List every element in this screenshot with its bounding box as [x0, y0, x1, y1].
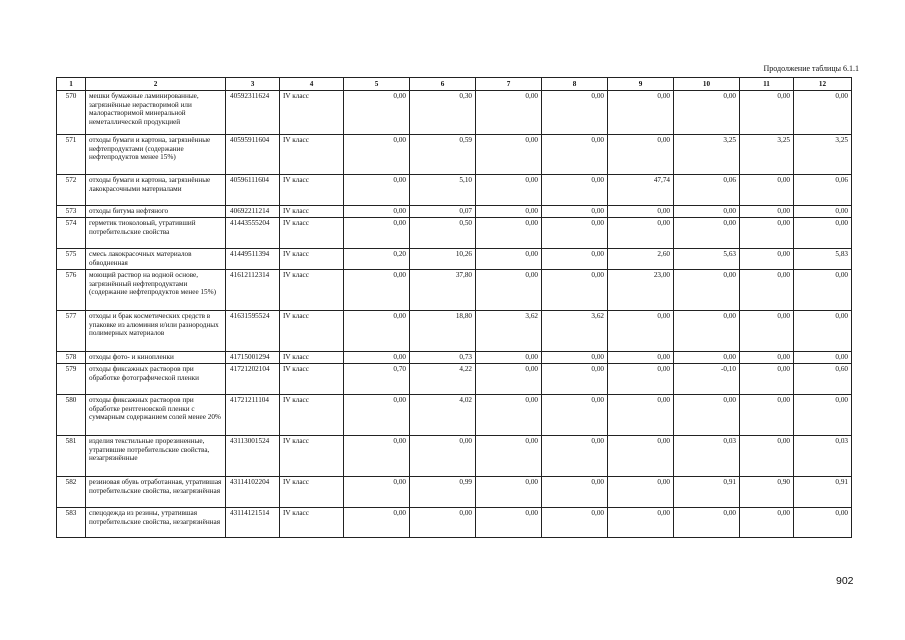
value-cell-col-12: 0,00 — [794, 395, 852, 436]
value-cell-col-12: 0,00 — [794, 352, 852, 364]
value-cell-col-7: 0,00 — [476, 249, 542, 270]
value-cell-col-8: 0,00 — [542, 364, 608, 395]
value-cell-col-11: 0,00 — [740, 395, 794, 436]
value-cell-col-11: 0,00 — [740, 508, 794, 538]
waste-name-cell: отходы фото- и кинопленки — [86, 352, 226, 364]
value-cell-col-8: 0,00 — [542, 395, 608, 436]
table-row — [57, 508, 852, 538]
value-cell-col-6: 5,10 — [410, 175, 476, 206]
value-cell-col-10: 0,91 — [674, 477, 740, 508]
table-row — [57, 311, 852, 352]
value-cell-col-10: 0,00 — [674, 91, 740, 135]
value-cell-col-6: 0,00 — [410, 508, 476, 538]
value-cell-col-5: 0,00 — [344, 218, 410, 249]
value-cell-col-7: 0,00 — [476, 218, 542, 249]
value-cell-col-9: 0,00 — [608, 352, 674, 364]
table-row — [57, 436, 852, 477]
fkko-code-cell: 43114102204 — [226, 477, 280, 508]
value-cell-col-12: 0,00 — [794, 270, 852, 311]
hazard-class-cell: IV класс — [280, 206, 344, 218]
value-cell-col-8: 0,00 — [542, 218, 608, 249]
hazard-class-cell: IV класс — [280, 249, 344, 270]
fkko-code-cell: 41612112314 — [226, 270, 280, 311]
value-cell-col-11: 0,00 — [740, 218, 794, 249]
row-number-cell: 582 — [57, 477, 86, 508]
value-cell-col-8: 0,00 — [542, 436, 608, 477]
value-cell-col-11: 0,00 — [740, 364, 794, 395]
column-header-11: 11 — [740, 78, 794, 91]
table-row — [57, 477, 852, 508]
value-cell-col-9: 0,00 — [608, 206, 674, 218]
value-cell-col-6: 4,02 — [410, 395, 476, 436]
table-row — [57, 395, 852, 436]
value-cell-col-10: 0,03 — [674, 436, 740, 477]
value-cell-col-10: 0,00 — [674, 218, 740, 249]
fkko-code-cell: 41721211104 — [226, 395, 280, 436]
value-cell-col-5: 0,00 — [344, 206, 410, 218]
table-row — [57, 352, 852, 364]
hazard-class-cell: IV класс — [280, 436, 344, 477]
column-header-3: 3 — [226, 78, 280, 91]
value-cell-col-12: 0,00 — [794, 206, 852, 218]
table-row — [57, 218, 852, 249]
value-cell-col-6: 0,59 — [410, 135, 476, 175]
value-cell-col-10: 0,06 — [674, 175, 740, 206]
value-cell-col-6: 18,80 — [410, 311, 476, 352]
table-body — [57, 91, 852, 538]
value-cell-col-7: 0,00 — [476, 352, 542, 364]
column-header-5: 5 — [344, 78, 410, 91]
value-cell-col-6: 0,73 — [410, 352, 476, 364]
value-cell-col-7: 0,00 — [476, 206, 542, 218]
value-cell-col-5: 0,00 — [344, 508, 410, 538]
value-cell-col-8: 3,62 — [542, 311, 608, 352]
row-number-cell: 574 — [57, 218, 86, 249]
value-cell-col-10: 0,00 — [674, 395, 740, 436]
value-cell-col-9: 2,60 — [608, 249, 674, 270]
column-header-8: 8 — [542, 78, 608, 91]
waste-name-cell: отходы бумаги и картона, загрязнённые нефтепродуктами (содержание нефтепродуктов менее 15%) — [86, 135, 226, 175]
column-header-9: 9 — [608, 78, 674, 91]
value-cell-col-11: 3,25 — [740, 135, 794, 175]
column-header-1: 1 — [57, 78, 86, 91]
table-row — [57, 91, 852, 135]
value-cell-col-5: 0,00 — [344, 175, 410, 206]
value-cell-col-8: 0,00 — [542, 91, 608, 135]
waste-name-cell: отходы и брак косметических средств в упаковке из алюминия и/или разнородных полимерных материалов — [86, 311, 226, 352]
column-header-4: 4 — [280, 78, 344, 91]
row-number-cell: 570 — [57, 91, 86, 135]
column-header-12: 12 — [794, 78, 852, 91]
value-cell-col-9: 47,74 — [608, 175, 674, 206]
table-row — [57, 175, 852, 206]
value-cell-col-5: 0,20 — [344, 249, 410, 270]
value-cell-col-6: 0,07 — [410, 206, 476, 218]
value-cell-col-7: 0,00 — [476, 508, 542, 538]
fkko-code-cell: 41715001294 — [226, 352, 280, 364]
hazard-class-cell: IV класс — [280, 364, 344, 395]
value-cell-col-11: 0,00 — [740, 175, 794, 206]
value-cell-col-9: 23,00 — [608, 270, 674, 311]
fkko-code-cell: 41449511394 — [226, 249, 280, 270]
value-cell-col-12: 5,83 — [794, 249, 852, 270]
value-cell-col-12: 0,06 — [794, 175, 852, 206]
waste-name-cell: отходы бумаги и картона, загрязнённые лакокрасочными материалами — [86, 175, 226, 206]
value-cell-col-9: 0,00 — [608, 218, 674, 249]
row-number-cell: 583 — [57, 508, 86, 538]
fkko-code-cell: 43113001524 — [226, 436, 280, 477]
waste-name-cell: изделия текстильные прорезиненные, утратившие потребительские свойства, незагрязнённые — [86, 436, 226, 477]
value-cell-col-5: 0,00 — [344, 91, 410, 135]
value-cell-col-6: 0,00 — [410, 436, 476, 477]
waste-table — [56, 77, 852, 538]
column-header-6: 6 — [410, 78, 476, 91]
row-number-cell: 581 — [57, 436, 86, 477]
value-cell-col-12: 0,60 — [794, 364, 852, 395]
waste-name-cell: отходы фиксажных растворов при обработке рентгеновской пленки с суммарным содержанием солей менее 20% — [86, 395, 226, 436]
value-cell-col-12: 0,03 — [794, 436, 852, 477]
value-cell-col-11: 0,00 — [740, 249, 794, 270]
value-cell-col-5: 0,00 — [344, 311, 410, 352]
value-cell-col-9: 0,00 — [608, 477, 674, 508]
hazard-class-cell: IV класс — [280, 175, 344, 206]
value-cell-col-8: 0,00 — [542, 352, 608, 364]
value-cell-col-5: 0,00 — [344, 270, 410, 311]
hazard-class-cell: IV класс — [280, 311, 344, 352]
value-cell-col-8: 0,00 — [542, 270, 608, 311]
value-cell-col-9: 0,00 — [608, 436, 674, 477]
table-row — [57, 270, 852, 311]
value-cell-col-11: 0,00 — [740, 352, 794, 364]
value-cell-col-10: 0,00 — [674, 508, 740, 538]
hazard-class-cell: IV класс — [280, 91, 344, 135]
value-cell-col-12: 0,00 — [794, 508, 852, 538]
value-cell-col-9: 0,00 — [608, 91, 674, 135]
hazard-class-cell: IV класс — [280, 135, 344, 175]
hazard-class-cell: IV класс — [280, 395, 344, 436]
value-cell-col-9: 0,00 — [608, 135, 674, 175]
value-cell-col-5: 0,00 — [344, 135, 410, 175]
value-cell-col-10: -0,10 — [674, 364, 740, 395]
value-cell-col-6: 0,99 — [410, 477, 476, 508]
waste-name-cell: отходы битума нефтяного — [86, 206, 226, 218]
row-number-cell: 579 — [57, 364, 86, 395]
value-cell-col-7: 0,00 — [476, 135, 542, 175]
value-cell-col-8: 0,00 — [542, 135, 608, 175]
value-cell-col-12: 0,00 — [794, 91, 852, 135]
value-cell-col-8: 0,00 — [542, 175, 608, 206]
row-number-cell: 571 — [57, 135, 86, 175]
header-row — [57, 78, 852, 91]
row-number-cell: 572 — [57, 175, 86, 206]
value-cell-col-8: 0,00 — [542, 249, 608, 270]
fkko-code-cell: 40692211214 — [226, 206, 280, 218]
value-cell-col-10: 5,63 — [674, 249, 740, 270]
table-row — [57, 364, 852, 395]
value-cell-col-10: 0,00 — [674, 311, 740, 352]
value-cell-col-10: 0,00 — [674, 270, 740, 311]
table-row — [57, 206, 852, 218]
fkko-code-cell: 40595911604 — [226, 135, 280, 175]
row-number-cell: 576 — [57, 270, 86, 311]
value-cell-col-12: 0,91 — [794, 477, 852, 508]
value-cell-col-10: 0,00 — [674, 352, 740, 364]
row-number-cell: 578 — [57, 352, 86, 364]
fkko-code-cell: 43114121514 — [226, 508, 280, 538]
value-cell-col-9: 0,00 — [608, 508, 674, 538]
value-cell-col-9: 0,00 — [608, 311, 674, 352]
value-cell-col-5: 0,00 — [344, 436, 410, 477]
value-cell-col-5: 0,70 — [344, 364, 410, 395]
hazard-class-cell: IV класс — [280, 270, 344, 311]
fkko-code-cell: 41721202104 — [226, 364, 280, 395]
hazard-class-cell: IV класс — [280, 352, 344, 364]
value-cell-col-9: 0,00 — [608, 364, 674, 395]
value-cell-col-6: 0,50 — [410, 218, 476, 249]
value-cell-col-12: 3,25 — [794, 135, 852, 175]
table-row — [57, 135, 852, 175]
fkko-code-cell: 41443555204 — [226, 218, 280, 249]
value-cell-col-11: 0,00 — [740, 311, 794, 352]
column-header-7: 7 — [476, 78, 542, 91]
value-cell-col-7: 0,00 — [476, 477, 542, 508]
value-cell-col-6: 4,22 — [410, 364, 476, 395]
value-cell-col-7: 0,00 — [476, 270, 542, 311]
value-cell-col-11: 0,00 — [740, 270, 794, 311]
value-cell-col-7: 3,62 — [476, 311, 542, 352]
row-number-cell: 580 — [57, 395, 86, 436]
table-row — [57, 249, 852, 270]
value-cell-col-11: 0,00 — [740, 91, 794, 135]
table-continuation-label: Продолжение таблицы 6.1.1 — [763, 64, 859, 73]
value-cell-col-7: 0,00 — [476, 436, 542, 477]
value-cell-col-9: 0,00 — [608, 395, 674, 436]
waste-name-cell: герметик тиоколовый, утративший потребительские свойства — [86, 218, 226, 249]
waste-name-cell: отходы фиксажных растворов при обработке фотографической пленки — [86, 364, 226, 395]
value-cell-col-11: 0,00 — [740, 436, 794, 477]
value-cell-col-11: 0,90 — [740, 477, 794, 508]
value-cell-col-10: 3,25 — [674, 135, 740, 175]
fkko-code-cell: 41631595524 — [226, 311, 280, 352]
value-cell-col-7: 0,00 — [476, 395, 542, 436]
value-cell-col-5: 0,00 — [344, 352, 410, 364]
value-cell-col-12: 0,00 — [794, 218, 852, 249]
value-cell-col-11: 0,00 — [740, 206, 794, 218]
value-cell-col-5: 0,00 — [344, 395, 410, 436]
value-cell-col-8: 0,00 — [542, 508, 608, 538]
value-cell-col-7: 0,00 — [476, 91, 542, 135]
value-cell-col-7: 0,00 — [476, 175, 542, 206]
value-cell-col-5: 0,00 — [344, 477, 410, 508]
waste-name-cell: смесь лакокрасочных материалов обводненная — [86, 249, 226, 270]
fkko-code-cell: 40592311624 — [226, 91, 280, 135]
value-cell-col-10: 0,00 — [674, 206, 740, 218]
row-number-cell: 575 — [57, 249, 86, 270]
waste-name-cell: мешки бумажные ламинированные, загрязнённые нерастворимой или малорастворимой минеральной неметаллической продукцией — [86, 91, 226, 135]
column-header-10: 10 — [674, 78, 740, 91]
waste-name-cell: спецодежда из резины, утратившая потребительские свойства, незагрязнённая — [86, 508, 226, 538]
row-number-cell: 573 — [57, 206, 86, 218]
column-header-2: 2 — [86, 78, 226, 91]
value-cell-col-8: 0,00 — [542, 206, 608, 218]
page-number: 902 — [836, 575, 854, 587]
hazard-class-cell: IV класс — [280, 508, 344, 538]
hazard-class-cell: IV класс — [280, 218, 344, 249]
value-cell-col-6: 37,80 — [410, 270, 476, 311]
waste-name-cell: моющий раствор на водной основе, загрязнённый нефтепродуктами (содержание нефтепродуктов менее 15%) — [86, 270, 226, 311]
fkko-code-cell: 40596111604 — [226, 175, 280, 206]
value-cell-col-7: 0,00 — [476, 364, 542, 395]
value-cell-col-6: 10,26 — [410, 249, 476, 270]
value-cell-col-8: 0,00 — [542, 477, 608, 508]
hazard-class-cell: IV класс — [280, 477, 344, 508]
waste-name-cell: резиновая обувь отработанная, утратившая потребительские свойства, незагрязнённая — [86, 477, 226, 508]
value-cell-col-6: 0,30 — [410, 91, 476, 135]
row-number-cell: 577 — [57, 311, 86, 352]
value-cell-col-12: 0,00 — [794, 311, 852, 352]
